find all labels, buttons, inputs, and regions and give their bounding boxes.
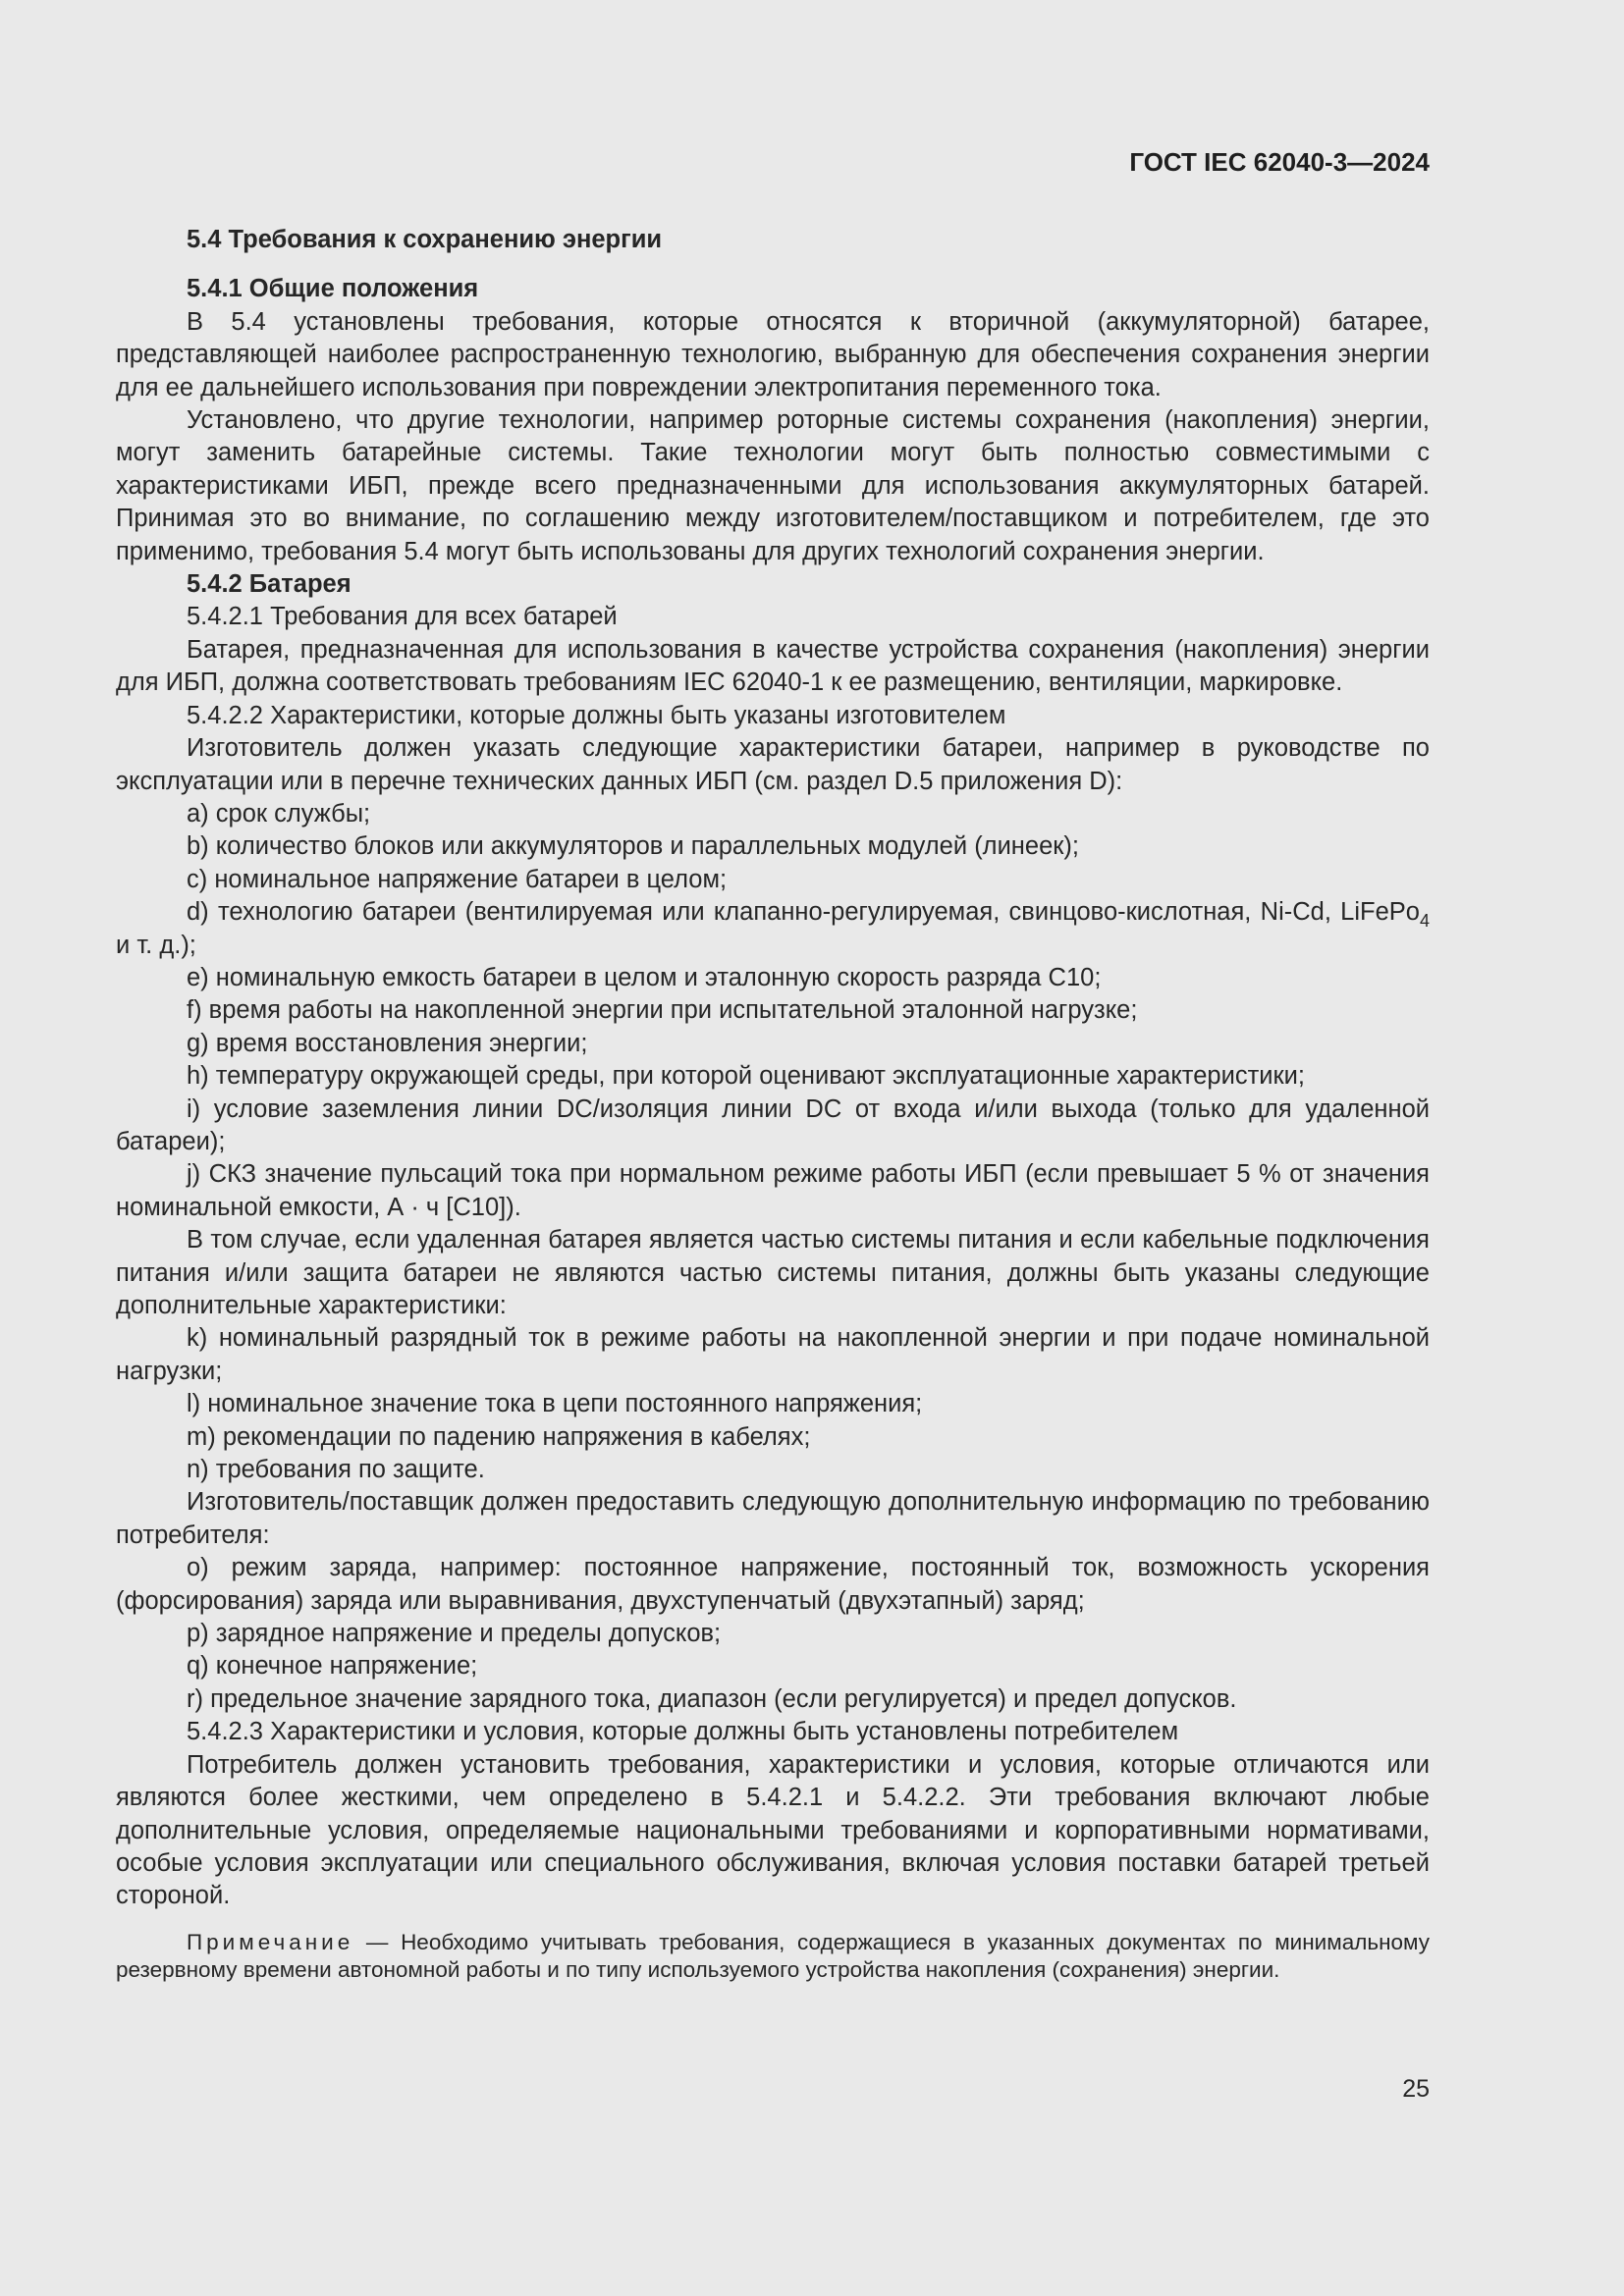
- note-text: Необходимо учитывать требования, содержащиеся в указанных документах по минимальному резервному времени автономной работы и по типу используемого устройства накопления (сохранения) энергии.: [116, 1929, 1430, 1982]
- paragraph: Изготовитель должен указать следующие характеристики батареи, например в руководстве по эксплуатации или в перечне технических данных ИБП (см. раздел D.5 приложения D):: [116, 734, 1430, 795]
- list-item: p) зарядное напряжение и пределы допусков;: [187, 1620, 722, 1648]
- paragraph: Батарея, предназначенная для использования в качестве устройства сохранения (накопления) энергии для ИБП, должна соответствовать требованиям IEC 62040-1 к ее размещению, вентиляции, маркировке.: [116, 635, 1430, 697]
- paragraph: Потребитель должен установить требования, характеристики и условия, которые отличаются или являются более жесткими, чем определено в 5.4.2.1 и 5.4.2.2. Эти требования включают любые дополнительные условия, определяемые национальными требованиями и корпоративными нормативами, особые условия эксплуатации или специального обслуживания, включая условия поставки батарей третьей стороной.: [116, 1750, 1430, 1910]
- list-item: f) время работы на накопленной энергии при испытательной эталонной нагрузке;: [187, 996, 1138, 1025]
- list-item: a) срок службы;: [187, 799, 371, 828]
- list-item: l) номинальное значение тока в цепи постоянного напряжения;: [187, 1390, 923, 1418]
- note-label: Примечание: [187, 1929, 354, 1954]
- list-item: h) температуру окружающей среды, при которой оценивают эксплуатационные характеристики;: [187, 1062, 1305, 1091]
- list-item: g) время восстановления энергии;: [187, 1029, 588, 1057]
- list-item: q) конечное напряжение;: [187, 1652, 478, 1681]
- section-5-4-1-title: 5.4.1 Общие положения: [187, 275, 479, 303]
- subscript: 4: [1419, 911, 1430, 932]
- section-5-4-2-title: 5.4.2 Батарея: [187, 570, 352, 599]
- list-item: e) номинальную емкость батареи в целом и эталонную скорость разряда C10;: [187, 963, 1102, 991]
- list-item: n) требования по защите.: [187, 1456, 485, 1484]
- list-item-text: и т. д.);: [116, 931, 196, 959]
- list-item: r) предельное значение зарядного тока, диапазон (если регулируется) и предел допусков.: [187, 1684, 1237, 1713]
- paragraph: Изготовитель/поставщик должен предоставить следующую дополнительную информацию по требованию потребителя:: [116, 1488, 1430, 1549]
- section-5-4-2-2-title: 5.4.2.2 Характеристики, которые должны быть указаны изготовителем: [187, 701, 1006, 729]
- page-content: [116, 224, 1430, 1984]
- section-5-4-2-1-title: 5.4.2.1 Требования для всех батарей: [187, 603, 618, 631]
- note-dash: —: [353, 1929, 402, 1954]
- section-5-4-title: 5.4 Требования к сохранению энергии: [187, 226, 663, 253]
- list-item: c) номинальное напряжение батареи в целом;: [187, 865, 728, 893]
- page-number: 25: [1402, 2075, 1430, 2103]
- list-item-text: d) технологию батареи (вентилируемая или клапанно-регулируемая, свинцово-кислотная, Ni-Cd, LiFePo: [187, 898, 1420, 927]
- list-item: i) условие заземления линии DC/изоляция линии DC от входа и/или выхода (только для удаленной батареи);: [116, 1095, 1430, 1155]
- document-id-header: ГОСТ IEC 62040-3—2024: [1129, 147, 1430, 177]
- paragraph: В 5.4 установлены требования, которые относятся к вторичной (аккумуляторной) батарее, представляющей наиболее распространенную технологию, выбранную для обеспечения сохранения энергии для ее дальнейшего использования при повреждении электропитания переменного тока.: [116, 307, 1430, 401]
- list-item: [116, 896, 1430, 962]
- paragraph: В том случае, если удаленная батарея является частью системы питания и если кабельные подключения питания и/или защита батареи не являются частью системы питания, должны быть указаны следующие дополнительные характеристики:: [116, 1226, 1430, 1319]
- list-item: m) рекомендации по падению напряжения в кабелях;: [187, 1422, 811, 1451]
- paragraph: Установлено, что другие технологии, например роторные системы сохранения (накопления) энергии, могут заменить батарейные системы. Такие технологии могут быть полностью совместимыми с характеристиками ИБП, прежде всего предназначенными для использования аккумуляторных батарей. Принимая это во внимание, по соглашению между изготовителем/поставщиком и потребителем, где это применимо, требования 5.4 могут быть использованы для других технологий сохранения энергии.: [116, 406, 1430, 565]
- note: [116, 1929, 1430, 1984]
- list-item: j) СКЗ значение пульсаций тока при нормальном режиме работы ИБП (если превышает 5 % от значения номинальной емкости, А · ч [C10]).: [116, 1160, 1430, 1221]
- section-5-4-2-3-title: 5.4.2.3 Характеристики и условия, которые должны быть установлены потребителем: [187, 1718, 1179, 1746]
- list-item: k) номинальный разрядный ток в режиме работы на накопленной энергии и при подаче номинальной нагрузки;: [116, 1324, 1430, 1385]
- list-item: b) количество блоков или аккумуляторов и параллельных модулей (линеек);: [187, 832, 1079, 861]
- list-item: o) режим заряда, например: постоянное напряжение, постоянный ток, возможность ускорения (форсирования) заряда или выравнивания, двухступенчатый (двухэтапный) заряд;: [116, 1554, 1430, 1615]
